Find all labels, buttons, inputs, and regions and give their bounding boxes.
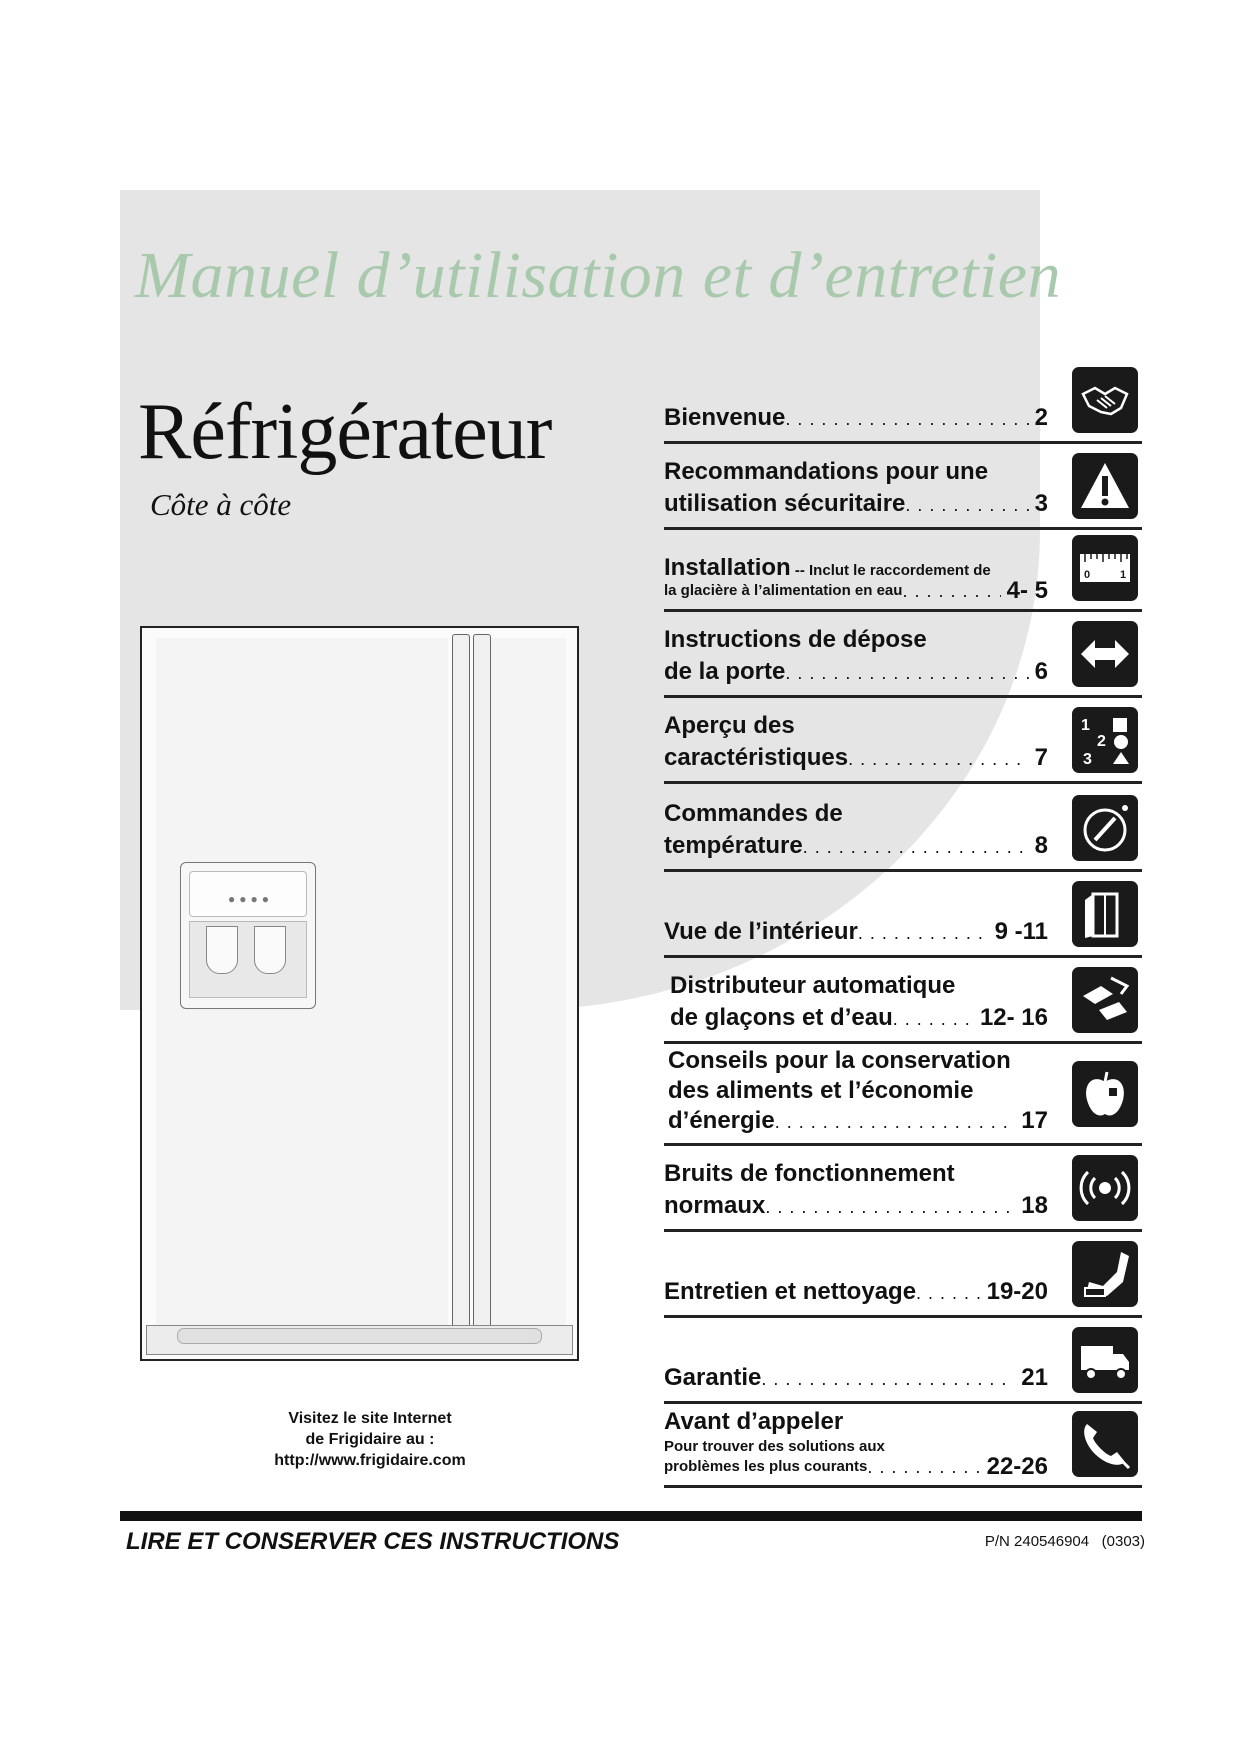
sound-icon (1072, 1155, 1138, 1221)
warning-icon (1072, 453, 1138, 519)
toc-entry-distributeur[interactable]: Distributeur automatique de glaçons et d’eau . . . 12- 16 (664, 958, 1142, 1044)
service-truck-icon (1072, 1327, 1138, 1393)
open-fridge-icon (1072, 881, 1138, 947)
double-arrow-icon (1072, 621, 1138, 687)
toc-entry-conseils[interactable]: Conseils pour la conservation des aliments et l’économie d’énergie . . . 17 (664, 1044, 1142, 1146)
dial-icon (1072, 795, 1138, 861)
svg-text:1: 1 (1120, 569, 1127, 581)
website-link[interactable]: http://www.frigidaire.com (274, 1452, 466, 1469)
cleaning-hand-icon (1072, 1241, 1138, 1307)
product-subtitle: Côte à côte (150, 487, 292, 522)
door-handle (452, 634, 470, 1328)
toc-entry-interieur[interactable]: Vue de l’intérieur . . . 9 -11 (664, 872, 1142, 958)
svg-text:0: 0 (1084, 569, 1091, 581)
svg-text:3: 3 (1083, 751, 1092, 768)
manual-banner: Manuel d’utilisation et d’entretien (135, 239, 1062, 312)
toc-entry-securite[interactable]: Recommandations pour une utilisation sécuritaire . . . 3 (664, 444, 1142, 530)
fridge-door (486, 638, 566, 1328)
toc-entry-installation[interactable]: Installation -- Inclut le raccordement de la glacière à l’alimentation en eau . . . 4- 5 0 1 (664, 530, 1142, 612)
footer-rule (120, 1511, 1142, 1521)
toc-entry-commandes[interactable]: Commandes de température . . . 8 (664, 784, 1142, 872)
phone-icon (1072, 1411, 1138, 1477)
toc-entry-garantie[interactable]: Garantie . . . 21 (664, 1318, 1142, 1404)
handshake-icon (1072, 367, 1138, 433)
footer-instructions: LIRE ET CONSERVER CES INSTRUCTIONS (126, 1528, 620, 1555)
product-title: Réfrigérateur (138, 388, 552, 476)
svg-text:1: 1 (1081, 717, 1090, 734)
kick-plate (146, 1325, 573, 1355)
toc-entry-bruits[interactable]: Bruits de fonctionnement normaux . . . 18 (664, 1146, 1142, 1232)
numbered-shapes-icon (1072, 707, 1138, 773)
ice-cubes-icon (1072, 967, 1138, 1033)
toc-entry-apercu[interactable]: Aperçu des caractéristiques . . . 7 1 2 3 (664, 698, 1142, 784)
water-dispenser: ●●●● (180, 862, 316, 1009)
refrigerator-illustration (140, 626, 579, 1361)
website-note: Visitez le site Internet de Frigidaire au : http://www.frigidaire.com (200, 1408, 540, 1471)
part-number: P/N 240546904 (0303) (984, 1533, 1145, 1550)
svg-text:2: 2 (1097, 733, 1106, 750)
ruler-icon (1072, 535, 1138, 601)
apple-icon (1072, 1061, 1138, 1127)
toc-entry-bienvenue[interactable]: Bienvenue . . . 2 (664, 360, 1142, 444)
toc-entry-entretien[interactable]: Entretien et nettoyage . . . 19-20 (664, 1232, 1142, 1318)
toc-entry-avant-appeler[interactable]: Avant d’appeler Pour trouver des solutions aux problèmes les plus courants . . . 22-26 (664, 1404, 1142, 1488)
toc-entry-depose-porte[interactable]: Instructions de dépose de la porte . . . 6 (664, 612, 1142, 698)
door-handle (473, 634, 491, 1328)
